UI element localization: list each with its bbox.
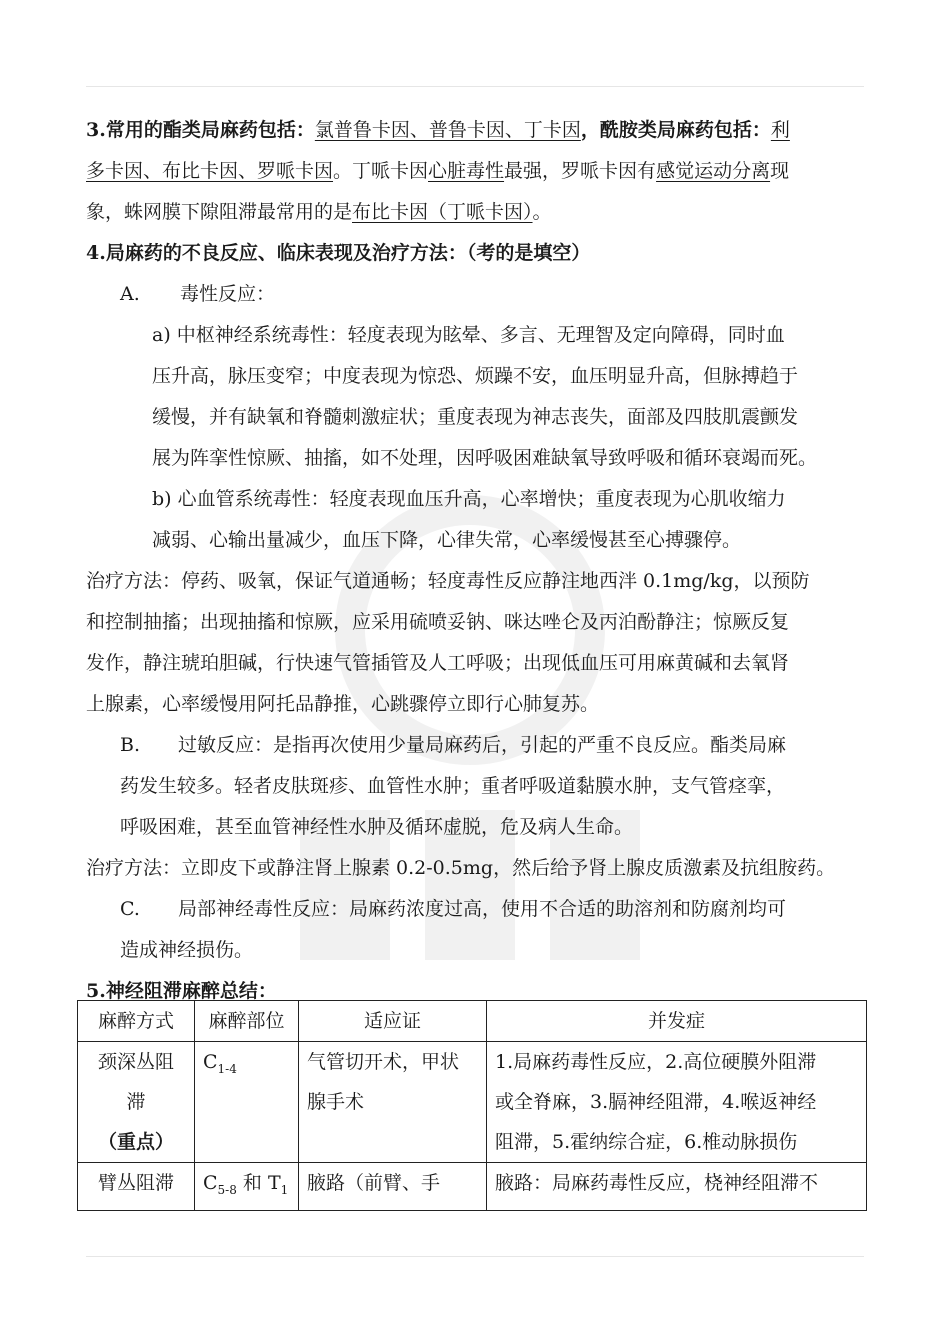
bupivacaine: 布比卡因（丁哌卡因） (352, 201, 533, 223)
item-B (86, 725, 876, 766)
cardiotoxicity: 心脏毒性 (428, 160, 505, 182)
cell-complication: 腋路：局麻药毒性反应，桡神经阻滞不 (487, 1163, 867, 1211)
table-header-row (78, 1001, 867, 1042)
item-A-title: 毒性反应： (180, 283, 276, 305)
cell-indication (299, 1042, 487, 1163)
site-text: C (203, 1051, 218, 1073)
cell-indication: 腋路（前臂、手 (299, 1163, 487, 1211)
item-C (86, 889, 876, 930)
document-body (86, 110, 876, 1012)
item-a-line: a) 中枢神经系统毒性：轻度表现为眩晕、多言、无理智及定向障碍，同时血 (152, 324, 785, 346)
item-C-line: 造成神经损伤。 (120, 939, 254, 961)
sensory-motor-separation: 感觉运动分离 (656, 160, 771, 182)
amide-heading: ，酰胺类局麻药包括： (580, 119, 771, 141)
cell-method (78, 1042, 195, 1163)
header-rule (86, 86, 864, 87)
amide-drugs: 多卡因、布比卡因、罗哌卡因 (86, 160, 334, 182)
item-A (86, 274, 876, 315)
key-point-note: （重点） (97, 1131, 174, 1153)
cell-site (195, 1163, 299, 1211)
section3-line3 (86, 192, 876, 233)
item-a-line: 缓慢，并有缺氧和脊髓刺激症状；重度表现为神志丧失，面部及四肢肌震颤发 (152, 406, 799, 428)
section5-title: 5.神经阻滞麻醉总结： (86, 980, 277, 1002)
site-text: 和 T (236, 1172, 281, 1194)
section4-title: 4.局麻药的不良反应、临床表现及治疗方法：（考的是填空） (86, 242, 591, 264)
cell-line: 或全脊麻，3.膈神经阻滞，4.喉返神经 (495, 1091, 817, 1113)
text-span: 最强，罗哌卡因有 (504, 160, 657, 182)
text-span: 象，蛛网膜下隙阻滞最常用的是 (86, 201, 353, 223)
item-b-line: 减弱、心输出量减少，血压下降，心律失常，心率缓慢甚至心搏骤停。 (152, 529, 742, 551)
treatment-B: 治疗方法：立即皮下或静注肾上腺素 0.2-0.5mg，然后给予肾上腺皮质激素及抗组胺药。 (86, 857, 836, 879)
item-B-line: 呼吸困难，甚至血管神经性水肿及循环虚脱，危及病人生命。 (120, 816, 634, 838)
item-b-line: b) 心血管系统毒性：轻度表现血压升高，心率增快；重度表现为心肌收缩力 (152, 488, 786, 510)
item-C-text: 局部神经毒性反应：局麻药浓度过高，使用不合适的助溶剂和防腐剂均可 (178, 898, 787, 920)
cell-line: 滞 (126, 1091, 146, 1113)
section3-line1 (86, 110, 876, 151)
cell-line: 颈深丛阻 (97, 1051, 174, 1073)
cell-line: 气管切开术，甲状 (307, 1051, 460, 1073)
header-complication: 并发症 (487, 1001, 867, 1042)
cell-line: 1.局麻药毒性反应，2.高位硬膜外阻滞 (495, 1051, 817, 1073)
cell-line: 阻滞，5.霍纳综合症，6.椎动脉损伤 (495, 1131, 798, 1153)
table-row (78, 1163, 867, 1211)
item-B-marker: B. (120, 734, 141, 756)
text-span: 现 (770, 160, 790, 182)
site-subscript: 1-4 (217, 1061, 237, 1076)
header-indication: 适应证 (299, 1001, 487, 1042)
site-subscript: 1 (280, 1182, 289, 1197)
site-subscript: 5-8 (217, 1182, 237, 1197)
amide-drugs-start: 利 (770, 119, 790, 141)
item-A-marker: A. (120, 283, 140, 305)
cell-line: 腺手术 (307, 1091, 365, 1113)
treatment-A-line: 治疗方法：停药、吸氧，保证气道通畅；轻度毒性反应静注地西泮 0.1mg/kg，以预防 (86, 570, 810, 592)
header-method: 麻醉方式 (78, 1001, 195, 1042)
item-C-marker: C. (120, 898, 140, 920)
ester-drugs: 氯普鲁卡因、普鲁卡因、丁卡因 (314, 119, 581, 141)
text-span: 。丁哌卡因 (333, 160, 429, 182)
cell-complication (487, 1042, 867, 1163)
treatment-A-line: 上腺素，心率缓慢用阿托品静推，心跳骤停立即行心肺复苏。 (86, 693, 600, 715)
treatment-A-line: 发作，静注琥珀胆碱，行快速气管插管及人工呼吸；出现低血压可用麻黄碱和去氧肾 (86, 652, 790, 674)
header-site: 麻醉部位 (195, 1001, 299, 1042)
footer-rule (86, 1256, 864, 1257)
section3-heading: 3.常用的酯类局麻药包括： (86, 119, 315, 141)
treatment-A-line: 和控制抽搐；出现抽搐和惊厥，应采用硫喷妥钠、咪达唑仑及丙泊酚静注；惊厥反复 (86, 611, 790, 633)
item-B-line: 药发生较多。轻者皮肤斑疹、血管性水肿；重者呼吸道黏膜水肿，支气管痉挛， (120, 775, 786, 797)
item-a-line: 压升高，脉压变窄；中度表现为惊恐、烦躁不安，血压明显升高，但脉搏趋于 (152, 365, 799, 387)
item-a-line: 展为阵挛性惊厥、抽搐，如不处理，因呼吸困难缺氧导致呼吸和循环衰竭而死。 (152, 447, 818, 469)
section3-line2 (86, 151, 876, 192)
cell-site (195, 1042, 299, 1163)
nerve-block-table (77, 1000, 867, 1211)
table-row (78, 1042, 867, 1163)
site-text: C (203, 1172, 218, 1194)
text-span: 。 (532, 201, 552, 223)
item-B-text: 过敏反应：是指再次使用少量局麻药后，引起的严重不良反应。酯类局麻 (178, 734, 787, 756)
cell-method: 臂丛阻滞 (78, 1163, 195, 1211)
